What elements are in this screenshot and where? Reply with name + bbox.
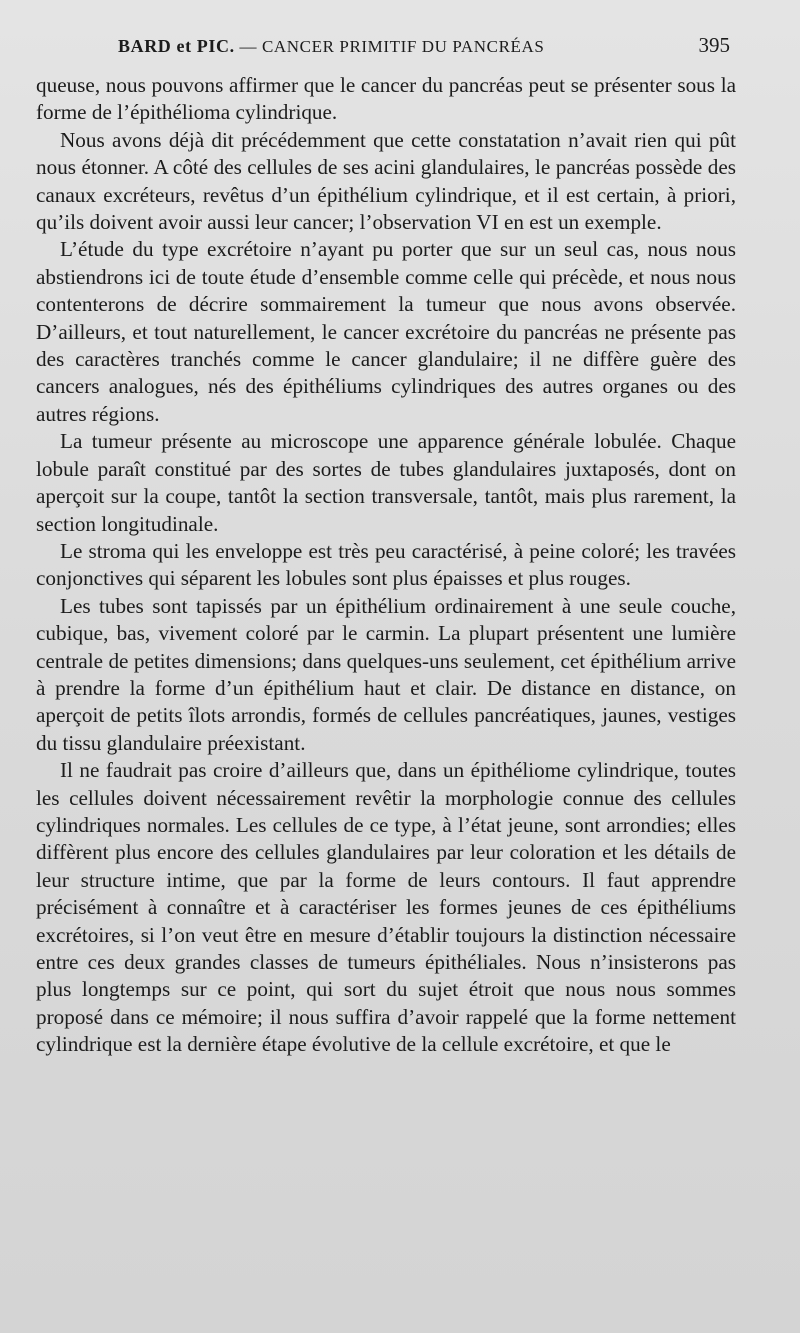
- page-header: [34, 33, 730, 64]
- running-head: [118, 36, 544, 57]
- paragraph: Le stroma qui les enveloppe est très peu caractérisé, à peine coloré; les travées conjonctives qui séparent les lobules sont plus épaisses et plus rouges.: [36, 538, 736, 591]
- paragraph: Les tubes sont tapissés par un épithélium ordinairement à une seule couche, cubique, bas, vivement coloré par le carmin. La plupart présentent une lumière centrale de petites dimensions; dans quelques-uns seulement, cet épithélium arrive à prendre la forme d’un épithélium haut et clair. De distance en distance, on aperçoit de petits îlots arrondis, formés de cellules pancréatiques, jaunes, vestiges du tissu glandulaire préexistant.: [36, 593, 736, 755]
- body-text: [36, 72, 736, 1059]
- running-head-authors: BARD et PIC.: [118, 36, 235, 56]
- paragraph: Nous avons déjà dit précédemment que cette constatation n’avait rien qui pût nous étonner. A côté des cellules de ses acini glandulaires, le pancréas possède des canaux excréteurs, revêtus d’un épithélium cylindrique, et il est certain, à priori, qu’ils doivent avoir aussi leur cancer; l’observation VI en est un exemple.: [36, 127, 736, 235]
- paragraph-continuation: queuse, nous pouvons affirmer que le cancer du pancréas peut se présenter sous la forme de l’épithélioma cylindrique.: [36, 73, 736, 125]
- running-head-title: — CANCER PRIMITIF DU PANCRÉAS: [234, 37, 545, 56]
- paragraph: Il ne faudrait pas croire d’ailleurs que, dans un épithéliome cylindrique, toutes les cellules doivent nécessairement revêtir la morphologie connue des cellules cylindriques normales. Les cellules de ce type, à l’état jeune, sont arrondies; elles diffèrent plus encore des cellules glandulaires par leur coloration et les détails de leur structure intime, que par la forme de leurs contours. Il faut apprendre précisément à connaître et à caractériser les formes jeunes de ces épithéliums excrétoires, si l’on veut être en mesure d’établir toujours la distinction nécessaire entre ces deux grandes classes de tumeurs épithéliales. Nous n’insisterons pas plus longtemps sur ce point, qui sort du sujet étroit que nous nous sommes proposé dans ce mémoire; il nous suffira d’avoir rappelé que la forme nettement cylindrique est la dernière étape évolutive de la cellule excrétoire, et que le: [36, 758, 736, 1057]
- paragraph: La tumeur présente au microscope une apparence générale lobulée. Chaque lobule paraît constitué par des sortes de tubes glandulaires juxtaposés, dont on aperçoit sur la coupe, tantôt la section transversale, tantôt, mais plus rarement, la section longitudinale.: [36, 429, 736, 536]
- page-number: 395: [698, 33, 730, 57]
- paragraph: L’étude du type excrétoire n’ayant pu porter que sur un seul cas, nous nous abstiendrons ici de toute étude d’ensemble comme celle qui précède, et nous nous contenterons de décrire sommairement la tumeur que nous avons observée. D’ailleurs, et tout naturellement, le cancer excrétoire du pancréas ne présente pas des caractères tranchés comme le cancer glandulaire; il ne diffère guère des cancers analogues, nés des épithéliums cylindriques des autres organes ou des autres régions.: [36, 237, 736, 426]
